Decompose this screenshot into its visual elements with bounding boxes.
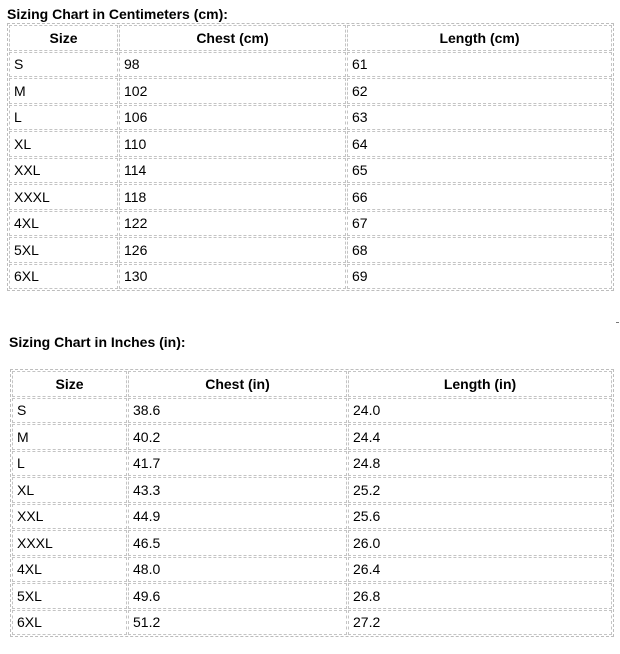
chest-cell: 41.7	[128, 451, 347, 477]
size-header: Size	[12, 371, 127, 397]
size-cell: 6XL	[12, 610, 127, 636]
size-cell: 5XL	[9, 237, 118, 263]
table-row	[9, 264, 612, 290]
chest-cell: 48.0	[128, 557, 347, 583]
length-cell: 64	[347, 131, 612, 157]
table-row	[12, 477, 612, 503]
chest-cell: 118	[119, 184, 346, 210]
chest-cell: 44.9	[128, 504, 347, 530]
size-cell: M	[12, 424, 127, 450]
length-cell: 26.0	[348, 530, 612, 556]
size-cell: XXL	[12, 504, 127, 530]
length-cell: 25.6	[348, 504, 612, 530]
chest-cell: 46.5	[128, 530, 347, 556]
chest-cell: 51.2	[128, 610, 347, 636]
divider-mark	[616, 322, 619, 323]
length-cell: 69	[347, 264, 612, 290]
chest-cell: 126	[119, 237, 346, 263]
length-cell: 24.0	[348, 398, 612, 424]
inches-table-body	[12, 398, 612, 636]
table-row	[12, 557, 612, 583]
size-cell: 6XL	[9, 264, 118, 290]
chest-cell: 114	[119, 158, 346, 184]
size-cell: 4XL	[9, 211, 118, 237]
length-header: Length (cm)	[347, 25, 612, 51]
size-cell: XXXL	[9, 184, 118, 210]
chest-header: Chest (in)	[128, 371, 347, 397]
size-cell: XL	[12, 477, 127, 503]
table-row	[12, 610, 612, 636]
length-cell: 65	[347, 158, 612, 184]
chest-cell: 102	[119, 78, 346, 104]
table-row	[12, 504, 612, 530]
table-row	[12, 424, 612, 450]
table-row	[12, 451, 612, 477]
table-row	[9, 78, 612, 104]
chest-header: Chest (cm)	[119, 25, 346, 51]
length-cell: 26.8	[348, 583, 612, 609]
size-cell: XL	[9, 131, 118, 157]
size-cell: S	[12, 398, 127, 424]
size-cell: L	[9, 105, 118, 131]
table-row	[12, 583, 612, 609]
chest-cell: 38.6	[128, 398, 347, 424]
table-row	[9, 237, 612, 263]
cm-table-body	[9, 52, 612, 290]
size-cell: M	[9, 78, 118, 104]
chest-cell: 106	[119, 105, 346, 131]
size-cell: XXXL	[12, 530, 127, 556]
length-cell: 24.8	[348, 451, 612, 477]
chest-cell: 130	[119, 264, 346, 290]
inches-sizing-table	[10, 369, 614, 637]
length-cell: 68	[347, 237, 612, 263]
size-cell: 4XL	[12, 557, 127, 583]
table-row	[9, 158, 612, 184]
length-cell: 62	[347, 78, 612, 104]
cm-sizing-table	[7, 23, 614, 291]
chest-cell: 122	[119, 211, 346, 237]
chest-cell: 110	[119, 131, 346, 157]
length-cell: 27.2	[348, 610, 612, 636]
table-row	[9, 131, 612, 157]
length-cell: 26.4	[348, 557, 612, 583]
length-cell: 61	[347, 52, 612, 78]
size-cell: XXL	[9, 158, 118, 184]
size-cell: 5XL	[12, 583, 127, 609]
length-cell: 25.2	[348, 477, 612, 503]
length-cell: 24.4	[348, 424, 612, 450]
table-row	[9, 211, 612, 237]
inches-header-row	[12, 371, 612, 397]
table-row	[9, 184, 612, 210]
size-cell: S	[9, 52, 118, 78]
chest-cell: 43.3	[128, 477, 347, 503]
cm-chart-title: Sizing Chart in Centimeters (cm):	[7, 6, 228, 22]
length-header: Length (in)	[348, 371, 612, 397]
table-row	[9, 52, 612, 78]
length-cell: 63	[347, 105, 612, 131]
table-row	[9, 105, 612, 131]
inches-chart-title: Sizing Chart in Inches (in):	[9, 334, 186, 350]
length-cell: 67	[347, 211, 612, 237]
length-cell: 66	[347, 184, 612, 210]
size-cell: L	[12, 451, 127, 477]
chest-cell: 40.2	[128, 424, 347, 450]
chest-cell: 98	[119, 52, 346, 78]
table-row	[12, 530, 612, 556]
size-header: Size	[9, 25, 118, 51]
table-row	[12, 398, 612, 424]
chest-cell: 49.6	[128, 583, 347, 609]
cm-header-row	[9, 25, 612, 51]
